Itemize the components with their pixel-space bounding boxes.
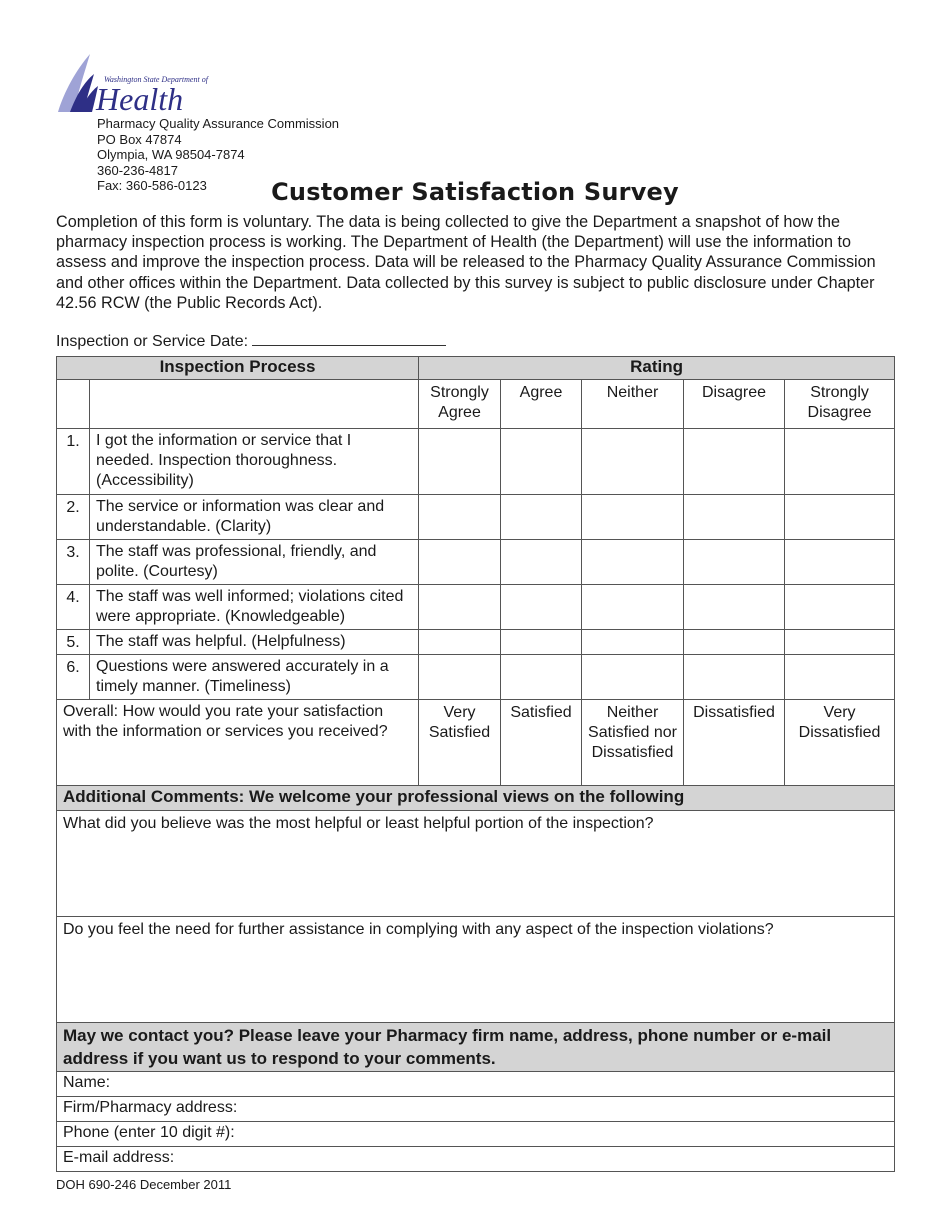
rating-header: Rating: [419, 357, 895, 380]
org-name: Pharmacy Quality Assurance Commission: [97, 116, 340, 131]
comment-question-helpful[interactable]: What did you believe was the most helpful or least helpful portion of the inspection?: [57, 811, 895, 917]
rating-option-agree: Agree: [501, 380, 582, 429]
phone-field[interactable]: Phone (enter 10 digit #):: [57, 1122, 895, 1147]
overall-question: Overall: How would you rate your satisfaction with the information or services you received?: [57, 700, 419, 786]
overall-option-very-dissatisfied[interactable]: Very Dissatisfied: [785, 700, 895, 786]
overall-row: [57, 700, 895, 786]
inspection-process-header: Inspection Process: [57, 357, 419, 380]
question-text: The service or information was clear and understandable. (Clarity): [90, 495, 419, 540]
question-text: The staff was professional, friendly, and polite. (Courtesy): [90, 540, 419, 585]
question-text: The staff was well informed; violations cited were appropriate. (Knowledgeable): [90, 585, 419, 630]
doh-logo: [56, 52, 208, 117]
rating-cell[interactable]: [419, 495, 501, 540]
survey-table: [56, 356, 895, 1172]
question-number: 5.: [57, 630, 90, 655]
rating-cell[interactable]: [501, 630, 582, 655]
rating-cell[interactable]: [582, 655, 684, 700]
rating-cell[interactable]: [582, 495, 684, 540]
table-row: [57, 429, 895, 495]
question-number: 6.: [57, 655, 90, 700]
date-line: [56, 333, 446, 351]
table-row: [57, 655, 895, 700]
question-text: The staff was helpful. (Helpfulness): [90, 630, 419, 655]
overall-option-neither[interactable]: Neither Satisfied nor Dissatisfied: [582, 700, 684, 786]
rating-cell[interactable]: [582, 630, 684, 655]
rating-cell[interactable]: [582, 429, 684, 495]
contact-header: May we contact you? Please leave your Pharmacy firm name, address, phone number or e-mail address if you want us to respond to your comments.: [57, 1023, 895, 1072]
org-city: Olympia, WA 98504-7874: [97, 147, 245, 163]
form-number: DOH 690-246 December 2011: [56, 1177, 232, 1192]
comments-header: Additional Comments: We welcome your professional views on the following: [57, 786, 895, 811]
rating-cell[interactable]: [684, 630, 785, 655]
rating-cell[interactable]: [785, 495, 895, 540]
rating-cell[interactable]: [419, 429, 501, 495]
rating-cell[interactable]: [785, 585, 895, 630]
rating-cell[interactable]: [582, 585, 684, 630]
question-number: 3.: [57, 540, 90, 585]
rating-cell[interactable]: [419, 655, 501, 700]
rating-cell[interactable]: [684, 540, 785, 585]
question-text: I got the information or service that I needed. Inspection thoroughness. (Accessibility): [90, 429, 419, 495]
question-number: 2.: [57, 495, 90, 540]
table-row: [57, 585, 895, 630]
doh-logo-graphic: [56, 52, 208, 117]
table-row: [57, 540, 895, 585]
org-phone: 360-236-4817: [97, 162, 178, 178]
table-row: [57, 495, 895, 540]
blank-question-cell: [90, 380, 419, 429]
org-po-box: PO Box 47874: [97, 131, 182, 147]
rating-cell[interactable]: [419, 540, 501, 585]
table-row: [57, 630, 895, 655]
rating-cell[interactable]: [684, 585, 785, 630]
rating-cell[interactable]: [785, 655, 895, 700]
question-text: Questions were answered accurately in a timely manner. (Timeliness): [90, 655, 419, 700]
question-number: 4.: [57, 585, 90, 630]
rating-cell[interactable]: [501, 585, 582, 630]
rating-option-disagree: Disagree: [684, 380, 785, 429]
date-input-line[interactable]: [252, 333, 446, 346]
rating-cell[interactable]: [785, 630, 895, 655]
comment-question-assistance[interactable]: Do you feel the need for further assistance in complying with any aspect of the inspection violations?: [57, 917, 895, 1023]
rating-cell[interactable]: [684, 655, 785, 700]
overall-option-very-satisfied[interactable]: Very Satisfied: [419, 700, 501, 786]
rating-cell[interactable]: [419, 585, 501, 630]
rating-cell[interactable]: [785, 429, 895, 495]
rating-cell[interactable]: [785, 540, 895, 585]
question-number: 1.: [57, 429, 90, 495]
name-field[interactable]: Name:: [57, 1072, 895, 1097]
intro-paragraph: Completion of this form is voluntary. The data is being collected to give the Department a snapshot of how the pharmacy inspection process is working. The Department of Health (the Department) will use the information to assess and improve the inspection process. Data will be released to the Pharmacy Quality Assurance Commission and other offices within the Department. Data collected by this survey is subject to public disclosure under Chapter 42.56 RCW (the Public Records Act).: [56, 213, 876, 312]
rating-option-strongly-disagree: Strongly Disagree: [785, 380, 895, 429]
svg-text:Washington State Department of: Washington State Department of: [104, 75, 208, 84]
email-field[interactable]: E-mail address:: [57, 1147, 895, 1172]
rating-cell[interactable]: [501, 655, 582, 700]
svg-text:Health: Health: [96, 81, 184, 117]
overall-option-dissatisfied[interactable]: Dissatisfied: [684, 700, 785, 786]
address-field[interactable]: Firm/Pharmacy address:: [57, 1097, 895, 1122]
rating-cell[interactable]: [582, 540, 684, 585]
overall-option-satisfied[interactable]: Satisfied: [501, 700, 582, 786]
rating-cell[interactable]: [419, 630, 501, 655]
blank-num-cell: [57, 380, 90, 429]
rating-cell[interactable]: [501, 495, 582, 540]
page-title: Customer Satisfaction Survey: [271, 178, 679, 206]
rating-cell[interactable]: [501, 429, 582, 495]
rating-cell[interactable]: [684, 495, 785, 540]
rating-option-neither: Neither: [582, 380, 684, 429]
rating-cell[interactable]: [501, 540, 582, 585]
org-fax: Fax: 360-586-0123: [97, 178, 207, 194]
rating-option-strongly-agree: Strongly Agree: [419, 380, 501, 429]
date-label: Inspection or Service Date:: [56, 333, 249, 350]
rating-cell[interactable]: [684, 429, 785, 495]
